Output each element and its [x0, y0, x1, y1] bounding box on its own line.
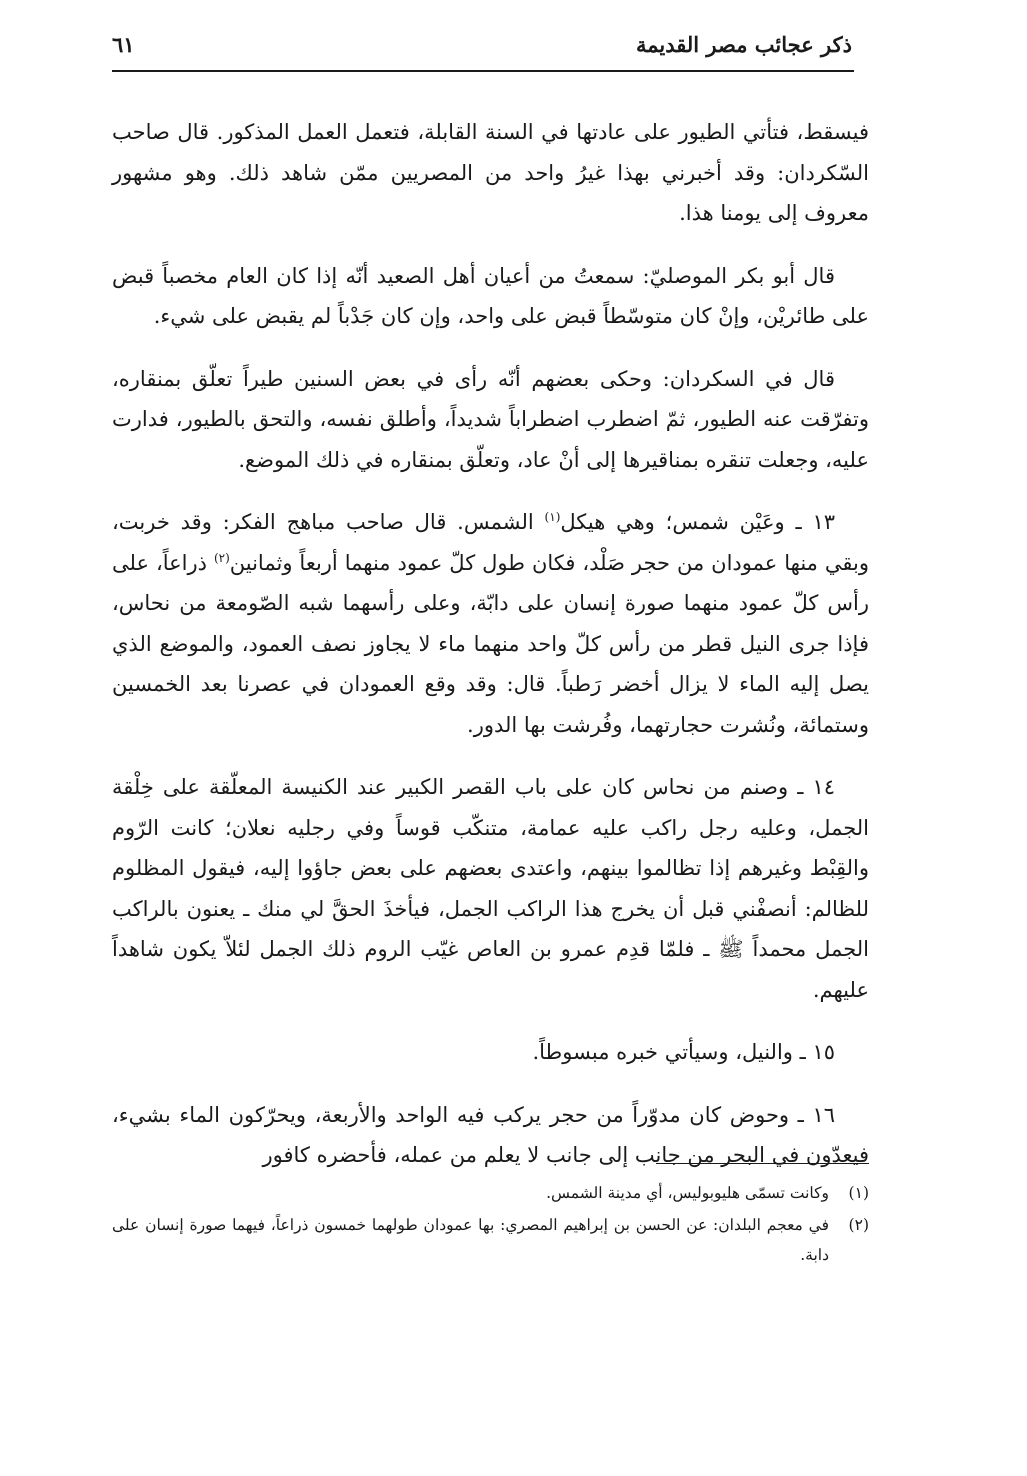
paragraph-item-15: ١٥ ـ والنيل، وسيأتي خبره مبسوطاً.	[532, 1040, 835, 1064]
footnote-rule	[656, 1163, 869, 1164]
footnote-ref-1: (١)	[544, 510, 561, 524]
footnote-item	[112, 1178, 869, 1208]
paragraph: قال في السكردان: وحكى بعضهم أنّه رأى في بعض السنين طيراً تعلّق بمنقاره، وتفرّقت عنه الطيور، ثمّ اضطرب اضطراباً شديداً، وأطلق نفسه، والتحق بالطيور، فدارت عليه، وجعلت تنقره بمناقيرها إلى أنْ عاد، وتعلّق بمنقاره في ذلك الموضع.	[112, 366, 869, 472]
paragraph-item-16: ١٦ ـ وحوض كان مدوّراً من حجر يركب فيه الواحد والأربعة، ويحرّكون الماء بشيء، فيعدّون في البحر من جانب إلى جانب لا يعلم من عمله، فأحضره كافور	[112, 1102, 869, 1167]
running-title: ذكر عجائب مصر القديمة	[636, 32, 852, 57]
paragraph-text: ذراعاً، على رأس كلّ عمود منهما صورة إنسان على دابّة، وعلى رأسهما شبه الصّومعة من نحاس، فإذا جرى النيل قطر من رأس كلّ واحد منهما ماء لا يجاوز نصف العمود، والموضع الذي يصل إليه الماء لا يزال أخضر رَطباً. قال: وقد وقع العمودان في عصرنا بعد الخمسين وستمائة، ونُشرت حجارتهما، وفُرشت بها الدور.	[112, 550, 869, 737]
footnote-text: في معجم البلدان: عن الحسن بن إبراهيم المصري: بها عمودان طولهما خمسون ذراعاً، فيهما صورة إنسان على دابة.	[112, 1216, 829, 1264]
header-rule	[112, 70, 854, 72]
body-text	[112, 112, 869, 1198]
footnote-number: (٢)	[848, 1216, 869, 1234]
paragraph-item-14: ١٤ ـ وصنم من نحاس كان على باب القصر الكبير عند الكنيسة المعلّقة على خِلْقة الجمل، وعليه رجل راكب عليه عمامة، متنكّب قوساً وفي رجليه نعلان؛ كانت الرّوم والقِبْط وغيرهم إذا تظالموا بينهم، واعتدى بعضهم على بعض جاؤوا إليه، فيقول المظلوم للظالم: أنصفْني قبل أن يخرج هذا الراكب الجمل، فيأخذَ الحقَّ لي منك ـ يعنون بالراكب الجمل محمداً ﷺ ـ فلمّا قدِم عمرو بن العاص غيّب الروم ذلك الجمل لئلاّ يكون شاهداً عليهم.	[112, 775, 869, 1002]
paragraph-text: الشمس. قال صاحب مباهج الفكر: وقد خربت، وبقي منها عمودان من حجر صَلْد، فكان طول كلّ عمود منهما أربعاً وثمانين	[112, 510, 869, 575]
footnotes	[112, 1178, 869, 1272]
footnote-text: وكانت تسمّى هليوبوليس، أي مدينة الشمس.	[546, 1184, 829, 1202]
paragraph: قال أبو بكر الموصليّ: سمعتُ من أعيان أهل الصعيد أنّه إذا كان العام مخصباً قبض على طائريْن، وإنْ كان متوسّطاً قبض على واحد، وإن كان جَدْباً لم يقبض على شيء.	[112, 263, 869, 328]
page-header	[112, 30, 852, 66]
footnote-ref-2: (٢)	[213, 550, 230, 565]
footnote-item	[112, 1210, 869, 1270]
footnote-number: (١)	[848, 1184, 869, 1202]
paragraph-item-13	[112, 502, 869, 745]
paragraph-text: ١٣ ـ وعَيْن شمس؛ وهي هيكل	[560, 510, 835, 534]
page-number: ٦١	[112, 32, 135, 57]
paragraph: فيسقط، فتأتي الطيور على عادتها في السنة القابلة، فتعمل العمل المذكور. قال صاحب السّكردان: وقد أخبرني بهذا غيرُ واحد من المصريين ممّن شاهد ذلك. وهو مشهور معروف إلى يومنا هذا.	[112, 120, 869, 225]
